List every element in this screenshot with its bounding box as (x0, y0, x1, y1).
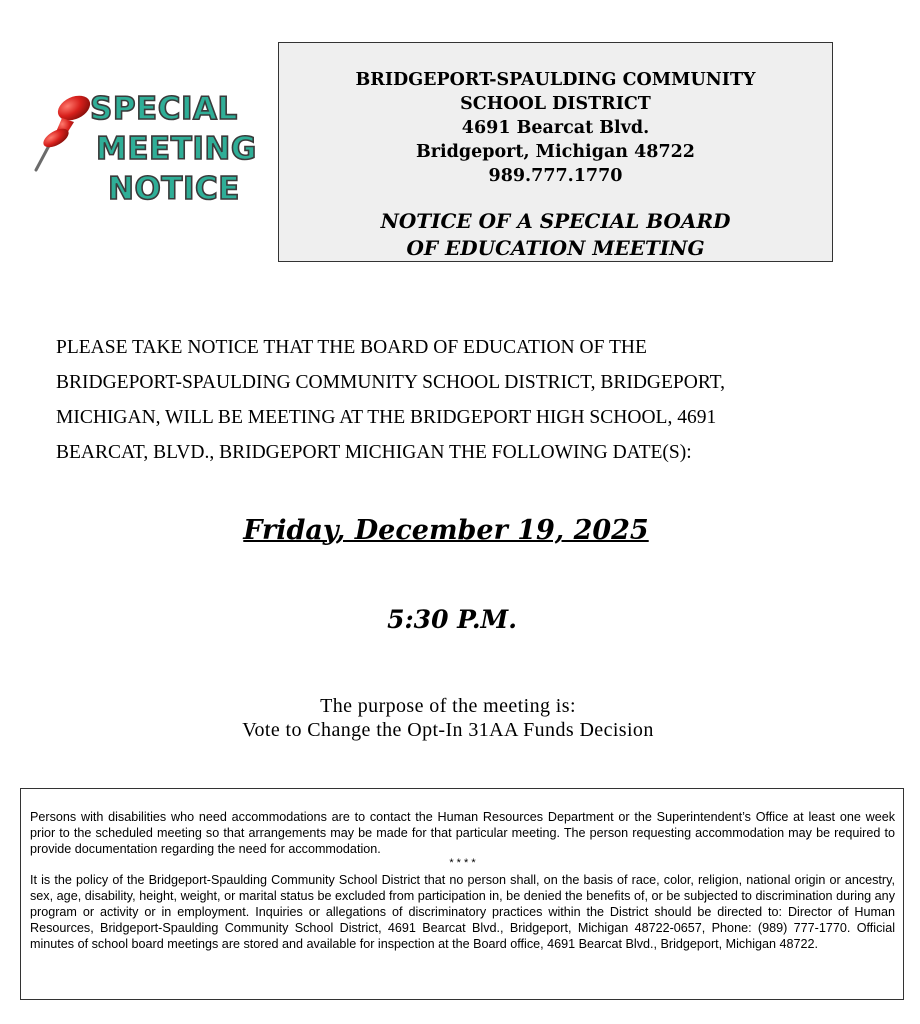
nondiscrimination-policy: It is the policy of the Bridgeport-Spaulding Community School District that no person shall, on the basis of race, color, religion, national origin or ancestry, sex, age, disability, height, weight, or marital status be excluded from participation in, be denied the benefits of, or be subjected to discrimination during any program or activity or in employment. Inquiries or allegations of discriminatory practices within the District should be directed to: Director of Human Resources, Bridgeport-Spaulding Community School District, 4691 Bearcat Blvd., Bridgeport, Michigan 48722-0657, Phone: (989) 777-1770. Official minutes of school board meetings are stored and available for inspection at the Board office, 4691 Bearcat Blvd., Bridgeport, Michigan 48722. (30, 872, 895, 952)
notice-line: MICHIGAN, WILL BE MEETING AT THE BRIDGEPORT HIGH SCHOOL, 4691 (56, 407, 717, 428)
legal-notice-box (20, 788, 904, 1000)
logo-word-notice: NOTICE (108, 171, 240, 207)
meeting-purpose (0, 694, 896, 742)
meeting-date: Friday, December 19, 2025 (243, 515, 649, 546)
district-address: 4691 Bearcat Blvd. (461, 118, 650, 138)
special-meeting-notice-logo (30, 88, 260, 218)
meeting-time: 5:30 P.M. (387, 605, 517, 634)
notice-line: BEARCAT, BLVD., BRIDGEPORT MICHIGAN THE FOLLOWING DATE(S): (56, 442, 692, 463)
district-city: Bridgeport, Michigan 48722 (416, 142, 695, 162)
accommodation-statement: Persons with disabilities who need accommodations are to contact the Human Resources Department or the Superintendent’s Office at least one week prior to the scheduled meeting so that arrangements may be made for that particular meeting. The person requesting accommodation may be required to provide documentation regarding the need for accommodation. (30, 810, 895, 857)
purpose-intro: The purpose of the meeting is: (320, 695, 576, 717)
district-header-box (278, 42, 833, 262)
logo-word-meeting: MEETING (96, 131, 257, 167)
notice-title-line2: OF EDUCATION MEETING (406, 236, 705, 260)
district-name-line1: BRIDGEPORT-SPAULDING COMMUNITY (355, 70, 756, 90)
purpose-text: Vote to Change the Opt-In 31AA Funds Decision (242, 719, 654, 741)
notice-line: PLEASE TAKE NOTICE THAT THE BOARD OF EDUCATION OF THE (56, 337, 647, 358)
district-phone: 989.777.1770 (488, 166, 623, 186)
notice-title-line1: NOTICE OF A SPECIAL BOARD (380, 209, 731, 233)
separator-stars: * * * * (449, 856, 476, 869)
notice-line: BRIDGEPORT-SPAULDING COMMUNITY SCHOOL DISTRICT, BRIDGEPORT, (56, 372, 726, 393)
notice-title (279, 208, 832, 262)
logo-word-special: SPECIAL (90, 91, 238, 127)
district-name-line2: SCHOOL DISTRICT (460, 94, 651, 114)
notice-paragraph (56, 330, 856, 470)
